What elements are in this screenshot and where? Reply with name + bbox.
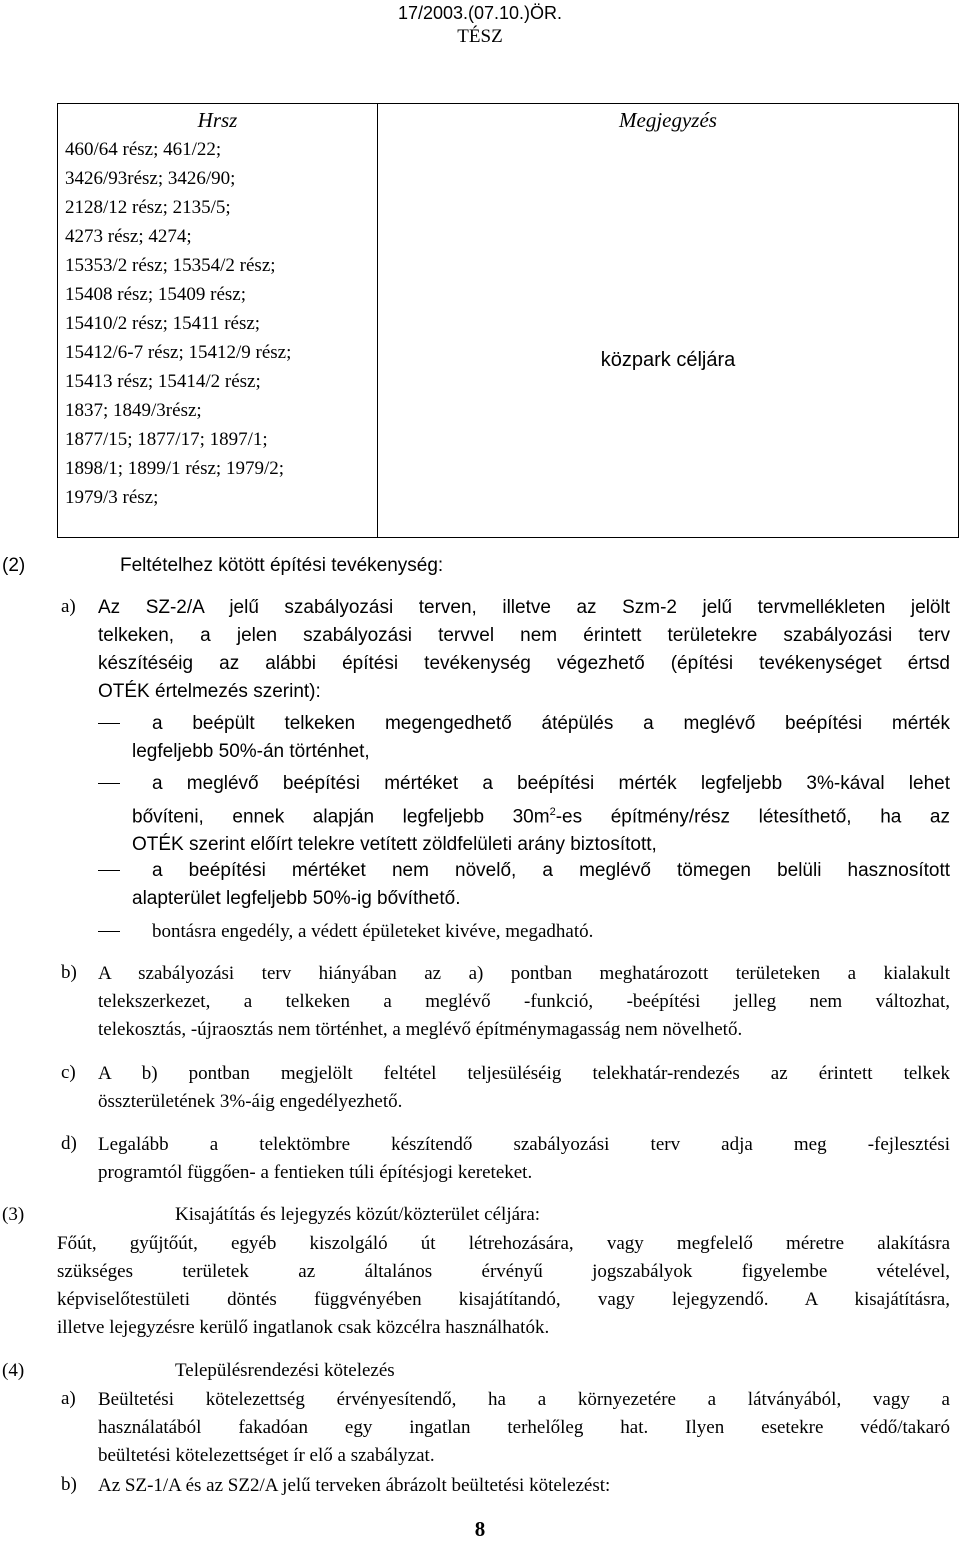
text-line: Főút, gyűjtőút, egyéb kiszolgáló út létrehozására, vagy megfelelő méretre alakításra [57,1233,950,1254]
text-line: telekszerkezet, a telkeken a meglévő -funkció, -beépítési jelleg nem változhat, [98,991,950,1012]
note-text: közpark céljára [600,349,736,371]
text-line: A b) pontban megjelölt feltétel teljesüléséig telekhatár-rendezés az érintett telkek [98,1063,950,1084]
item-c-label: c) [61,1062,76,1083]
dash-item-4 [152,918,950,946]
hrsz-line: 15410/2 rész; 15411 rész; [65,313,261,334]
dash-bullet [98,931,120,932]
item-4a-label: a) [61,1388,76,1409]
hrsz-line: 1837; 1849/3rész; [65,400,202,421]
text-line: A szabályozási terv hiányában az a) pontban meghatározott területeken a kialakult [98,963,950,984]
text-line: legfeljebb 50%-án történhet, [132,741,370,762]
hrsz-column [58,104,378,538]
text-line: Az SZ-1/A és az SZ2/A jelű terveken ábrázolt beültetési kötelezést: [98,1475,611,1496]
text-line: képviselőtestületi döntés függvényében kisajátítandó, vagy lejegyzendő. A kisajátításra, [57,1289,950,1310]
text-line: használatából fakadóan egy ingatlan terhelőleg hat. Ilyen esetekre védő/takaró [98,1417,950,1438]
document-reference: 17/2003.(07.10.)ÖR. [397,3,563,23]
text-line: a meglévő beépítési mértéket a beépítési mérték legfeljebb 3%-kával lehet [152,773,950,794]
text-segment: -es építmény/rész létesíthető, ha az [555,806,950,828]
hrsz-line: 1877/15; 1877/17; 1897/1; [65,429,268,450]
text-segment: bővíteni, ennek alapján legfeljebb 30m [132,806,550,828]
superscript: 2 [549,806,556,818]
text-line: a beépült telkeken megengedhető átépülés a meglévő beépítési mérték [152,713,950,734]
item-d-text [98,1131,950,1187]
document-code: TÉSZ [457,26,503,47]
text-line: alapterület legfeljebb 50%-ig bővíthető. [132,888,461,909]
item-4b-label: b) [61,1474,77,1495]
item-4b-text [98,1472,950,1500]
note-header: Megjegyzés [619,108,717,132]
page-number: 8 [474,1517,486,1541]
text-line: összterületének 3%-áig engedélyezhető. [98,1091,403,1112]
hrsz-line: 1979/3 rész; [65,487,159,508]
text-line: programtól függően- a fentieken túli építésjogi kereteket. [98,1162,533,1183]
text-line: telekosztás, -újraosztás nem történhet, a meglévő építménymagasság nem növelhető. [98,1019,743,1040]
item-b-text [98,960,950,1044]
section-3-text [57,1230,950,1342]
item-b-label: b) [61,962,77,983]
text-line: Legalább a telektömbre készítendő szabályozási terv adja meg -fejlesztési [98,1134,950,1155]
hrsz-line: 15353/2 rész; 15354/2 rész; [65,255,276,276]
hrsz-line: 460/64 rész; 461/22; [65,139,222,160]
dash-bullet [98,783,120,784]
hrsz-line: 1898/1; 1899/1 rész; 1979/2; [65,458,285,479]
dash-item-1 [132,710,950,766]
hrsz-line: 15412/6-7 rész; 15412/9 rész; [65,342,292,363]
hrsz-line: 15413 rész; 15414/2 rész; [65,371,261,392]
item-d-label: d) [61,1133,77,1154]
section-2-number: (2) [2,555,26,576]
text-line: illetve lejegyzésre kerülő ingatlanok csak közcélra használhatók. [57,1317,550,1338]
text-line: OTÉK szerint előírt telekre vetített zöldfelületi arány biztosított, [132,834,657,856]
section-4-title: Településrendezési kötelezés [175,1360,395,1381]
section-2-title: Feltételhez kötött építési tevékenység: [120,555,444,576]
text-line: a beépítési mértéket nem növelő, a meglévő tömegen belüli hasznosított [152,860,950,881]
item-4a-text [98,1386,950,1470]
text-line: készítéséig az alábbi építési tevékenység végezhető (építési tevékenységet értsd [98,653,950,674]
hrsz-list [58,135,377,512]
item-a-label: a) [61,596,76,617]
dash-item-2 [132,770,950,859]
text-line: telkeken, a jelen szabályozási tervvel nem érintett területekre szabályozási terv [98,625,950,646]
text-line: Az SZ-2/A jelű szabályozási terven, illetve az Szm-2 jelű tervmellékleten jelölt [98,597,950,618]
dash-bullet [98,723,120,724]
text-line: szükséges területek az általános érvényű jogszabályok figyelembe vételével, [57,1261,950,1282]
section-3-title: Kisajátítás és lejegyzés közút/közterület céljára: [175,1204,541,1225]
hrsz-line: 4273 rész; 4274; [65,226,192,247]
hrsz-line: 3426/93rész; 3426/90; [65,168,236,189]
text-line: OTÉK értelmezés szerint): [98,681,321,702]
text-line [132,798,950,831]
section-4-number: (4) [2,1360,25,1381]
section-3-number: (3) [2,1204,25,1225]
dash-bullet [98,870,120,871]
item-c-text [98,1060,950,1116]
item-a-text [98,594,950,706]
text-line: bontásra engedély, a védett épületeket kivéve, megadható. [152,921,594,942]
hrsz-header: Hrsz [197,108,238,132]
hrsz-line: 15408 rész; 15409 rész; [65,284,246,305]
dash-item-3 [132,857,950,913]
hrsz-line: 2128/12 rész; 2135/5; [65,197,231,218]
text-line: beültetési kötelezettséget ír elő a szabályzat. [98,1445,435,1466]
hrsz-table [57,103,959,538]
note-column [378,104,959,538]
text-line: Beültetési kötelezettség érvényesítendő, ha a környezetére a látványából, vagy a [98,1389,950,1410]
